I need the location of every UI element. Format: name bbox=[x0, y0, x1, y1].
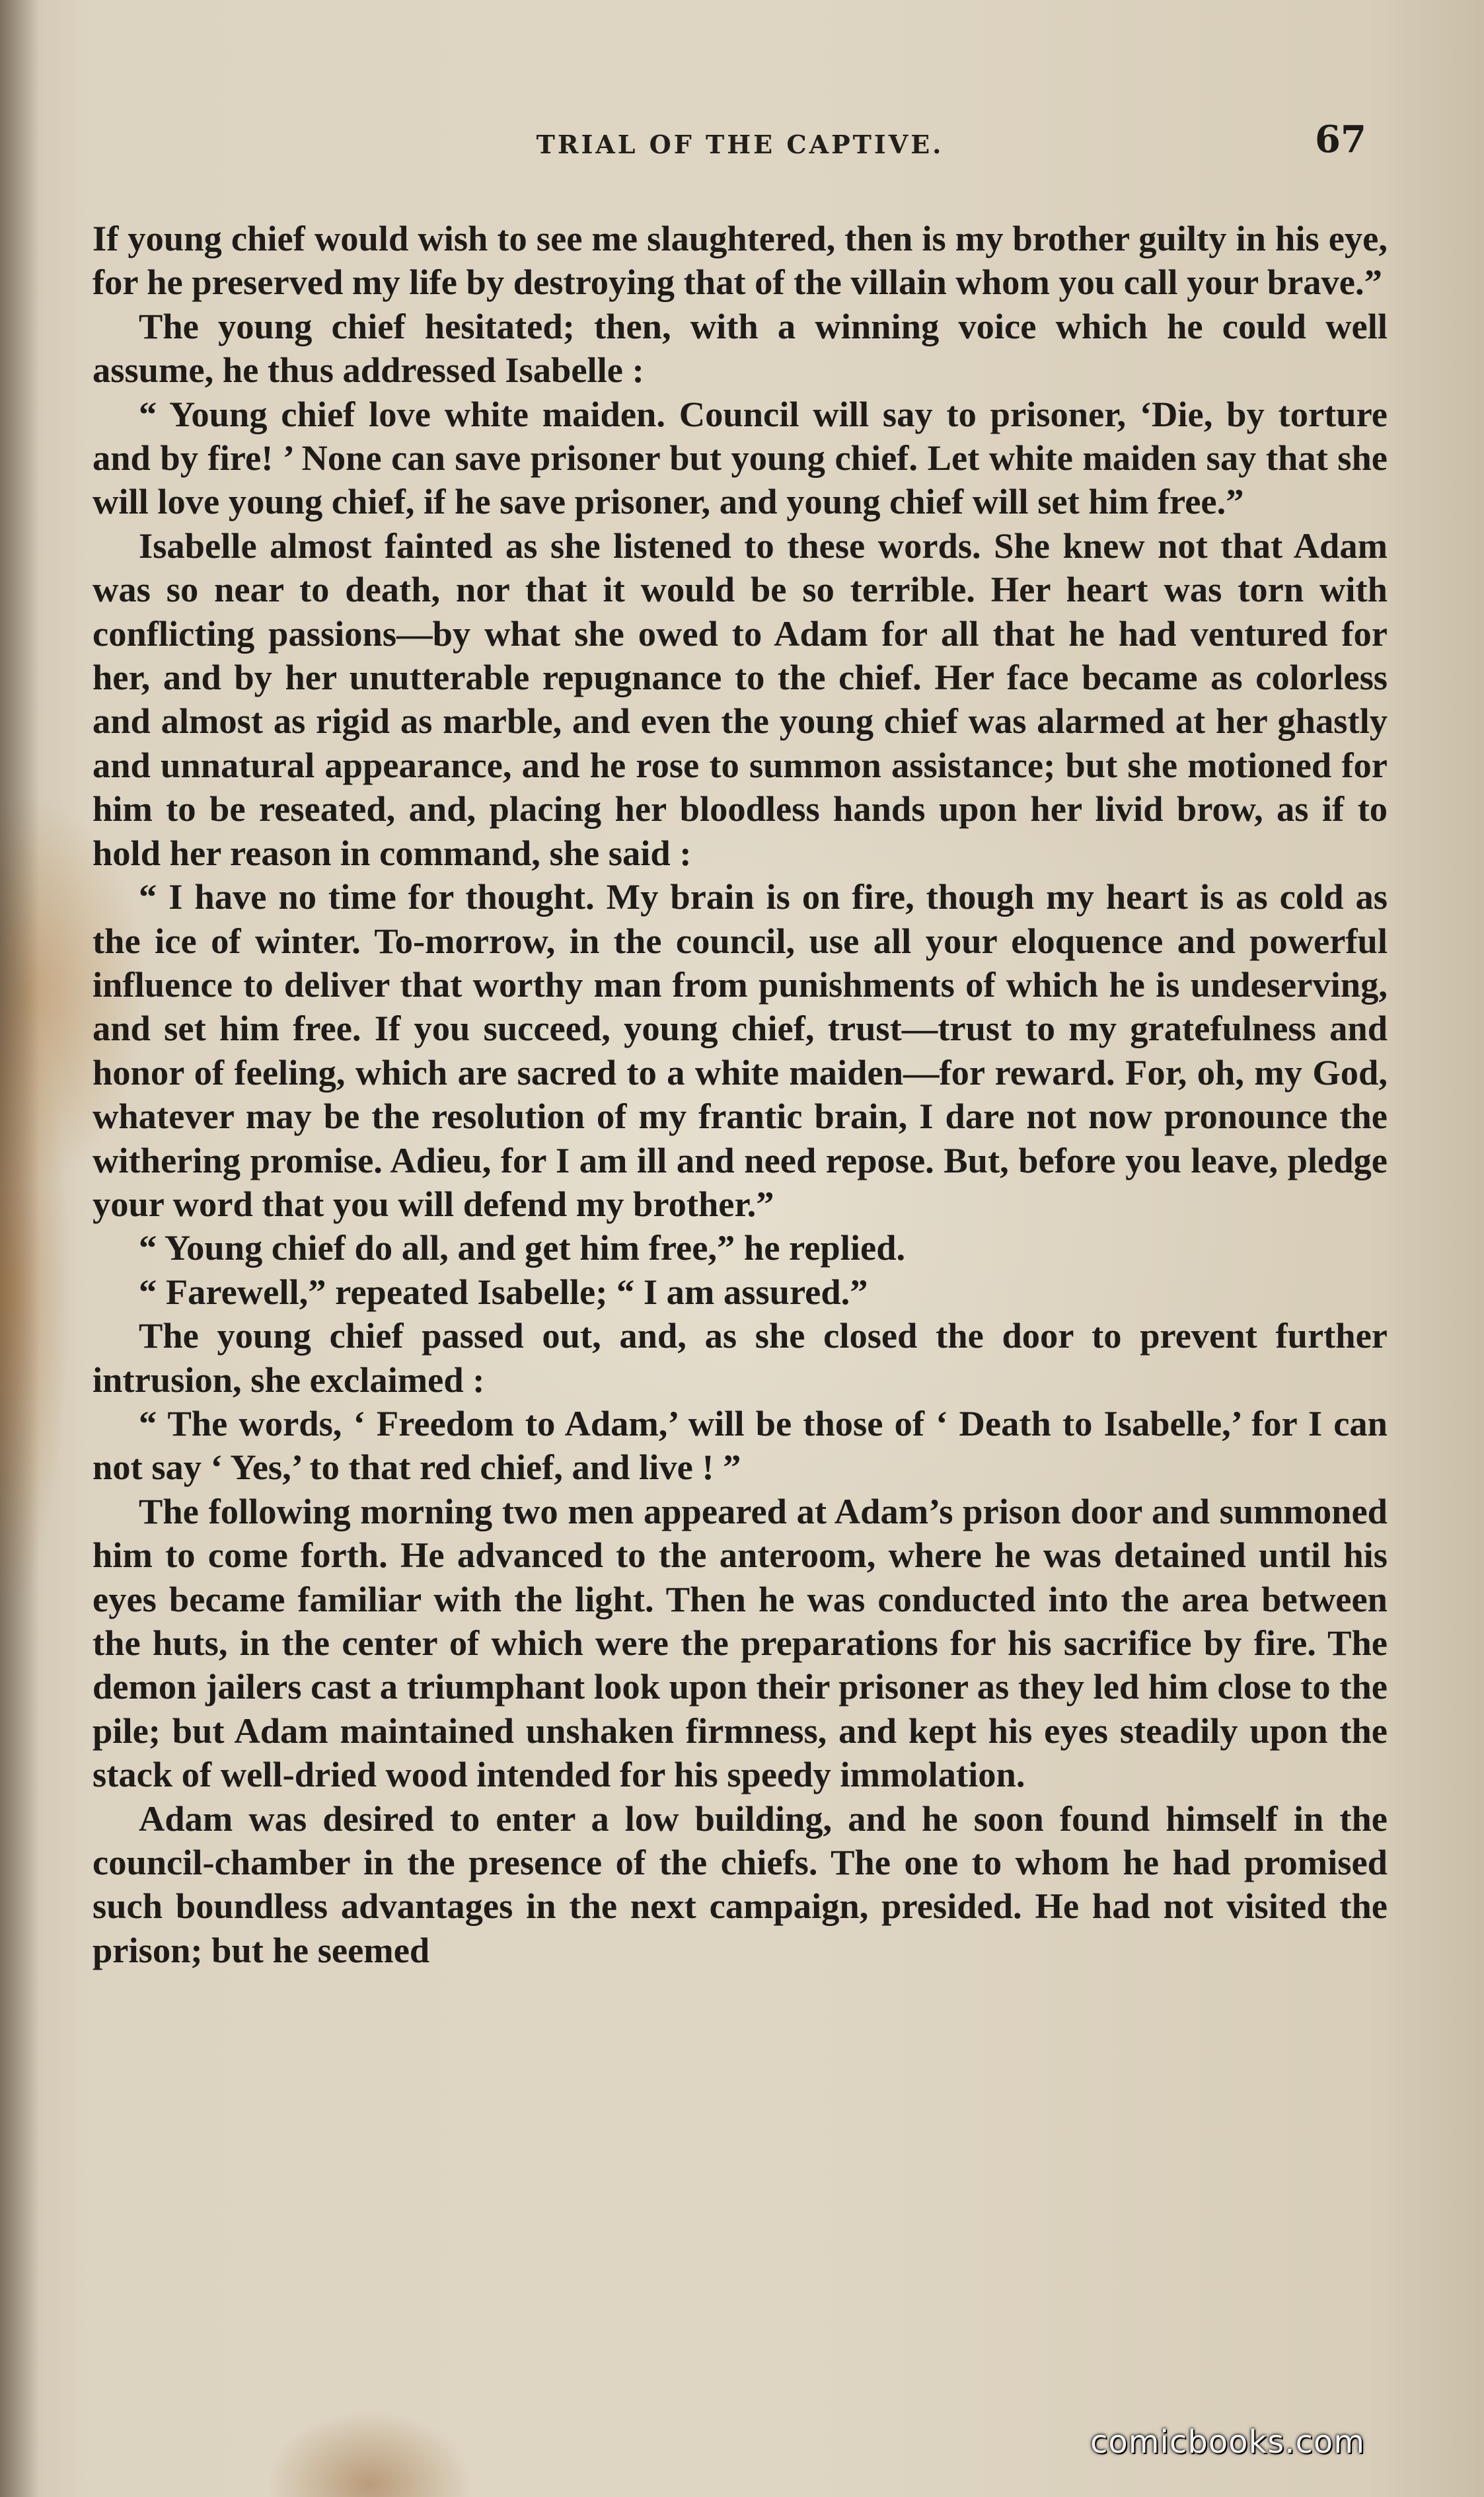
paragraph: “ I have no time for thought. My brain is on fire, though my heart is as cold as the ice of winter. To-morrow, in the council, use all your eloquence and powerful influence to deliver that worthy man from punishments of which he is undeserving, and set him free. If you succeed, young chief, trust—trust to my gratefulness and honor of feeling, which are sacred to a white maiden—for reward. For, oh, my God, whatever may be the resolution of my frantic brain, I dare not now pronounce the withering promise. Adieu, for I am ill and need repose. But, before you leave, pledge your word that you will defend my brother.” bbox=[93, 876, 1388, 1224]
body-text bbox=[93, 217, 1388, 1972]
paragraph: Isabelle almost fainted as she listened to these words. She knew not that Adam was so near to death, nor that it would be so terrible. Her heart was torn with conflicting passions—by what she owed to Adam for all that he had ventured for her, and by her unutterable repugnance to the chief. Her face became as colorless and almost as rigid as marble, and even the young chief was alarmed at her ghastly and unnatural appearance, and he rose to summon assistance; but she motioned for him to be reseated, and, placing her bloodless hands upon her livid brow, as if to hold her reason in command, she said : bbox=[93, 525, 1388, 873]
paragraph: If young chief would wish to see me slaughtered, then is my brother guilty in his eye, for he preserved my life by destroying that of the villain whom you call your brave.” bbox=[93, 218, 1388, 303]
running-head: TRIAL OF THE CAPTIVE. bbox=[536, 130, 944, 159]
paragraph: “ The words, ‘ Freedom to Adam,’ will be those of ‘ Death to Isabelle,’ for I can not say ‘ Yes,’ to that red chief, and live ! ” bbox=[93, 1402, 1388, 1488]
paragraph: The young chief hesitated; then, with a winning voice which he could well assume, he thus addressed Isabelle : bbox=[93, 305, 1388, 391]
page-number: 67 bbox=[1315, 118, 1366, 161]
paragraph: “ Young chief do all, and get him free,” he replied. bbox=[139, 1227, 906, 1268]
paragraph: The following morning two men appeared at Adam’s prison door and summoned him to come forth. He advanced to the anteroom, where he was detained until his eyes became familiar with the light. Then he was conducted into the area between the huts, in the center of which were the preparations for his sacrifice by fire. The demon jailers cast a triumphant look upon their prisoner as they led him close to the pile; but Adam maintained unshaken firmness, and kept his eyes steadily upon the stack of well-dried wood intended for his speedy immolation. bbox=[93, 1490, 1388, 1795]
paragraph: The young chief passed out, and, as she closed the door to prevent further intrusion, she exclaimed : bbox=[93, 1315, 1388, 1400]
age-stain bbox=[0, 892, 86, 1685]
watermark: comicbooks.com bbox=[1090, 2424, 1366, 2461]
paragraph: “ Young chief love white maiden. Council will say to prisoner, ‘Die, by torture and by fire! ’ None can save prisoner but young chief. Let white maiden say that she will love young chief, if he save prisoner, and young chief will set him free.” bbox=[93, 393, 1388, 522]
paragraph: “ Farewell,” repeated Isabelle; “ I am assured.” bbox=[139, 1271, 868, 1312]
paragraph: Adam was desired to enter a low building, and he soon found himself in the council-chamber in the presence of the chiefs. The one to whom he had promised such boundless advantages in the next campaign, presided. He had not visited the prison; but he seemed bbox=[93, 1798, 1388, 1970]
